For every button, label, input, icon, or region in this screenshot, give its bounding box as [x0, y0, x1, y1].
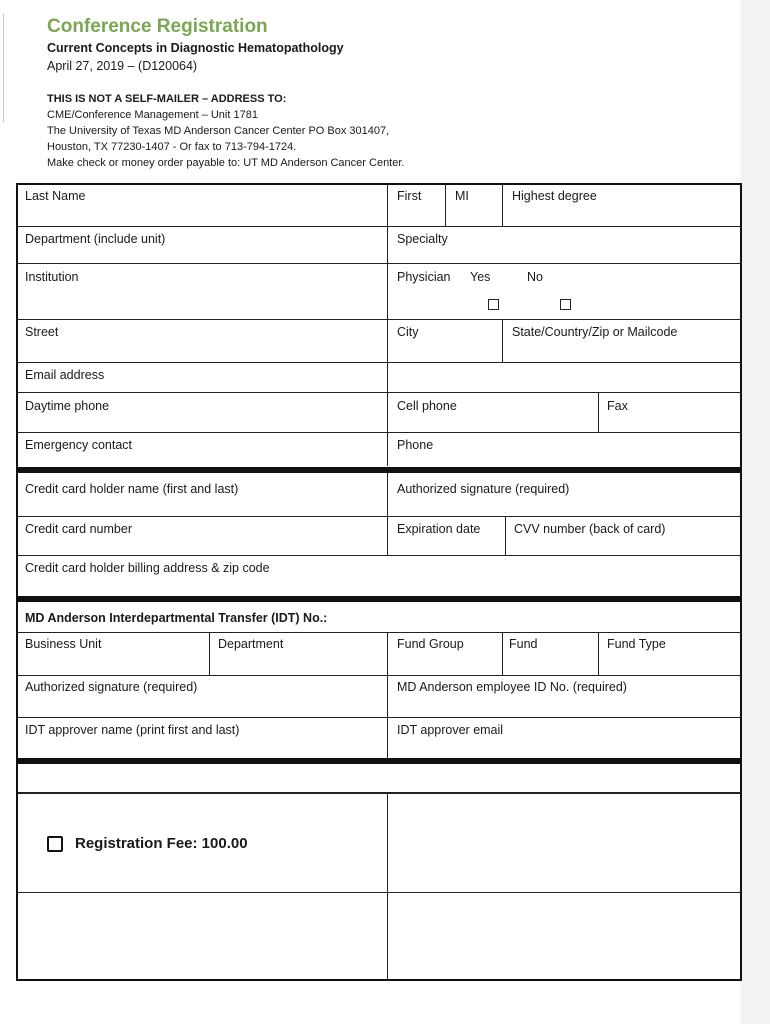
address-line: The University of Texas MD Anderson Cancer Center PO Box 301407, — [47, 125, 390, 137]
cc-expiration-field[interactable]: Expiration date — [397, 522, 481, 536]
form-rule — [445, 184, 446, 226]
cc-holder-name-field[interactable]: Credit card holder name (first and last) — [25, 482, 239, 496]
physician-yes-label: Yes — [470, 270, 491, 284]
address-line: Make check or money order payable to: UT MD Anderson Cancer Center. — [47, 157, 405, 169]
physician-label: Physician — [397, 270, 451, 284]
highest-degree-field[interactable]: Highest degree — [512, 189, 597, 203]
idt-approver-name-field[interactable]: IDT approver name (print first and last) — [25, 723, 240, 737]
form-rule — [17, 432, 741, 433]
form-rule — [17, 319, 741, 320]
form-rule — [387, 632, 388, 758]
first-name-field[interactable]: First — [397, 189, 422, 203]
fund-field[interactable]: Fund — [509, 637, 538, 651]
section-divider — [17, 596, 741, 602]
address-line: Houston, TX 77230-1407 - Or fax to 713-794-1724. — [47, 141, 297, 153]
registration-fee-checkbox[interactable] — [47, 836, 63, 852]
idt-approver-email-field[interactable]: IDT approver email — [397, 723, 504, 737]
page-margin — [741, 0, 770, 1024]
city-field[interactable]: City — [397, 325, 419, 339]
form-rule — [502, 184, 503, 226]
physician-yes-checkbox[interactable] — [488, 299, 499, 310]
form-rule — [387, 473, 388, 555]
institution-field[interactable]: Institution — [25, 270, 79, 284]
address-line: CME/Conference Management – Unit 1781 — [47, 109, 258, 121]
cc-number-field[interactable]: Credit card number — [25, 522, 132, 536]
form-rule — [502, 319, 503, 362]
form-rule — [387, 792, 388, 980]
fax-field[interactable]: Fax — [607, 399, 628, 413]
registration-fee-option[interactable] — [47, 835, 248, 852]
cc-authorized-signature-field[interactable]: Authorized signature (required) — [397, 482, 570, 496]
form-rule — [17, 792, 741, 794]
mailing-notice: THIS IS NOT A SELF-MAILER – ADDRESS TO: — [47, 93, 287, 105]
cc-billing-address-field[interactable]: Credit card holder billing address & zip code — [25, 561, 270, 575]
registration-form — [16, 183, 742, 981]
specialty-field[interactable]: Specialty — [397, 232, 448, 246]
idt-heading: MD Anderson Interdepartmental Transfer (IDT) No.: — [25, 611, 328, 625]
registration-fee-label: Registration Fee: 100.00 — [75, 835, 248, 852]
business-unit-field[interactable]: Business Unit — [25, 637, 102, 651]
physician-no-checkbox[interactable] — [560, 299, 571, 310]
employee-id-field[interactable]: MD Anderson employee ID No. (required) — [397, 680, 627, 694]
page-title: Conference Registration — [47, 16, 268, 37]
daytime-phone-field[interactable]: Daytime phone — [25, 399, 110, 413]
form-rule — [598, 392, 599, 432]
section-divider — [17, 758, 741, 764]
page-edge-mark — [0, 14, 4, 122]
form-rule — [209, 632, 210, 675]
form-rule — [502, 632, 503, 675]
form-rule — [17, 632, 741, 633]
cell-phone-field[interactable]: Cell phone — [397, 399, 457, 413]
section-divider — [17, 467, 741, 473]
form-rule — [17, 392, 741, 393]
form-rule — [598, 632, 599, 675]
street-field[interactable]: Street — [25, 325, 59, 339]
department-field[interactable]: Department (include unit) — [25, 232, 166, 246]
idt-department-field[interactable]: Department — [218, 637, 284, 651]
form-rule — [17, 226, 741, 227]
idt-authorized-signature-field[interactable]: Authorized signature (required) — [25, 680, 198, 694]
form-rule — [505, 516, 506, 555]
form-rule — [17, 892, 741, 893]
emergency-phone-field[interactable]: Phone — [397, 438, 434, 452]
fund-type-field[interactable]: Fund Type — [607, 637, 666, 651]
form-rule — [17, 362, 741, 363]
cc-cvv-field[interactable]: CVV number (back of card) — [514, 522, 666, 536]
form-rule — [17, 555, 741, 556]
email-field[interactable]: Email address — [25, 368, 105, 382]
form-rule — [17, 263, 741, 264]
state-zip-field[interactable]: State/Country/Zip or Mailcode — [512, 325, 678, 339]
conference-name: Current Concepts in Diagnostic Hematopathology — [47, 41, 344, 55]
conference-date: April 27, 2019 – (D120064) — [47, 59, 198, 73]
emergency-contact-field[interactable]: Emergency contact — [25, 438, 132, 452]
form-rule — [17, 675, 741, 676]
physician-no-label: No — [527, 270, 543, 284]
last-name-field[interactable]: Last Name — [25, 189, 86, 203]
form-rule — [17, 516, 741, 517]
form-rule — [17, 717, 741, 718]
fund-group-field[interactable]: Fund Group — [397, 637, 464, 651]
middle-initial-field[interactable]: MI — [455, 189, 469, 203]
form-rule — [387, 184, 388, 466]
